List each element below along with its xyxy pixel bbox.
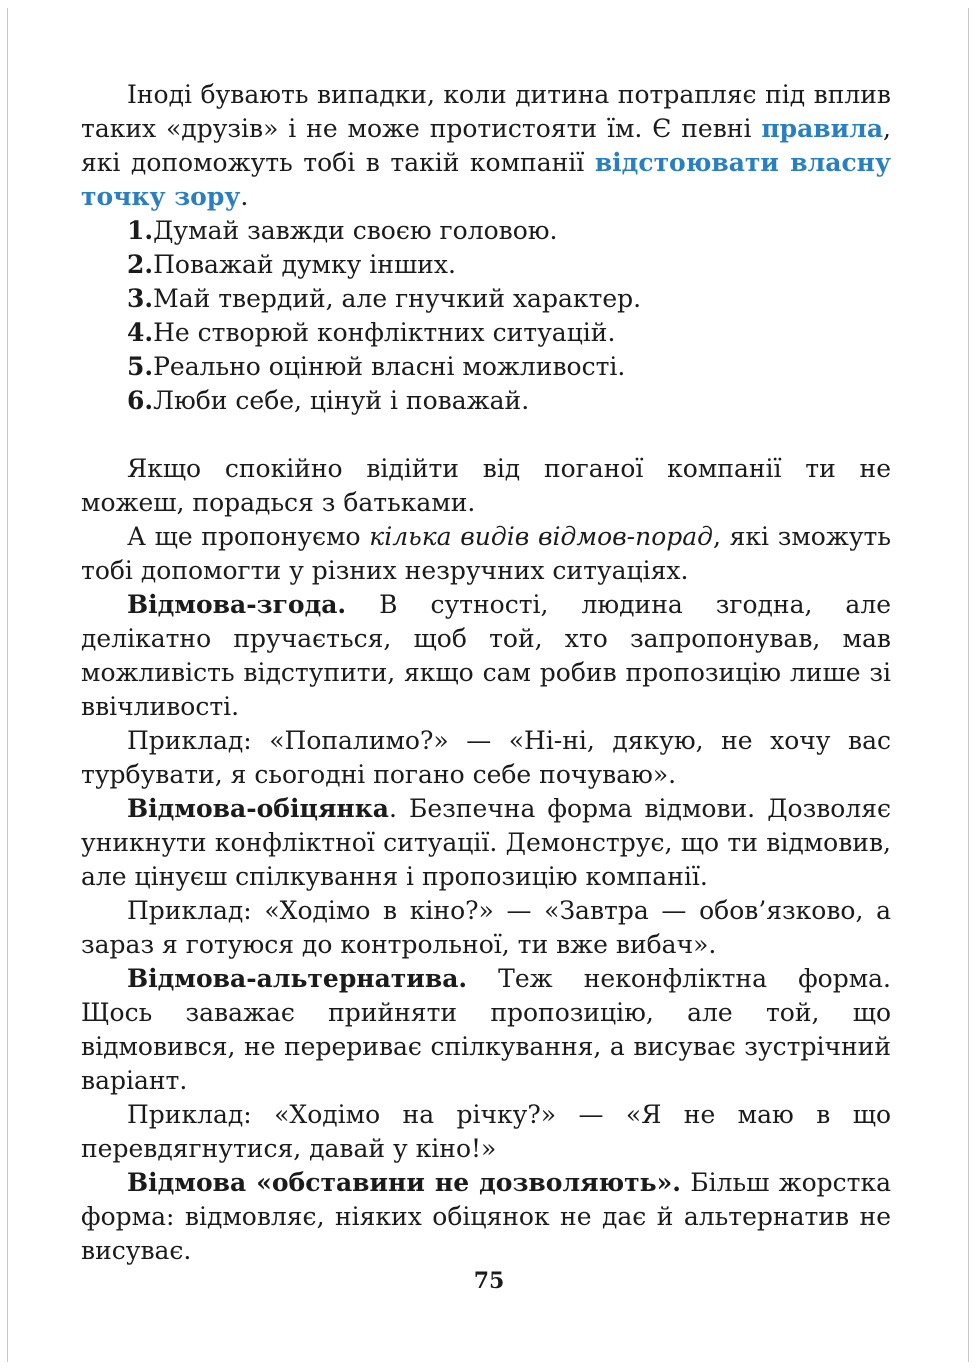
refusal-circumstances [81, 1166, 891, 1268]
term-stand-ground: відстоювати власну точку зору [81, 148, 891, 211]
offer-paragraph [81, 520, 891, 588]
page-content [81, 78, 891, 1268]
rule-item [81, 316, 891, 350]
rule-number: 4. [127, 318, 154, 347]
rule-number: 5. [127, 352, 154, 381]
term-rules: правила [761, 114, 884, 143]
refusal-title: Відмова-обіцянка [127, 794, 389, 823]
refusal-description: Теж неконфліктна форма. Щось заважає прийняти пропозицію, але той, що відмовився, не перериває спілкування, а висуває зустрічний варіант. [81, 964, 891, 1095]
rule-text: Думай завжди своєю головою. [153, 216, 558, 245]
refusal-description: В сутності, людина згодна, але делікатно пручається, щоб той, хто запропонував, мав можливість відступити, якщо сам робив пропозицію лише зі ввічливості. [81, 590, 891, 721]
rule-item [81, 350, 891, 384]
refusal-description: . Безпечна форма відмови. Дозволяє уникнути конфліктної ситуації. Демонструє, що ти відмовив, але цінуєш спілкування і пропозицію компанії. [81, 794, 891, 891]
rules-list [81, 214, 891, 418]
rule-item [81, 384, 891, 418]
refusal-example: Приклад: «Ходімо в кіно?» — «Завтра — обов’язково, а зараз я готуюся до контрольної, ти вже вибач». [81, 896, 891, 959]
rule-item [81, 214, 891, 248]
rule-text: Люби себе, цінуй і поважай. [153, 386, 530, 415]
refusal-title: Відмова «обставини не дозволяють». [127, 1168, 681, 1197]
refusal-example: Приклад: «Ходімо на річку?» — «Я не маю в що перевдягнутися, давай у кіно!» [81, 1100, 891, 1163]
rule-text: Поважай думку інших. [153, 250, 456, 279]
refusal-promise [81, 792, 891, 894]
refusal-title: Відмова-згода. [127, 590, 347, 619]
refusal-example: Приклад: «Попалимо?» — «Ні-ні, дякую, не хочу вас турбувати, я сьогодні погано себе почуваю». [81, 726, 891, 789]
refusal-description: Більш жорстка форма: відмовляє, ніяких обіцянок не дає й альтернатив не висуває. [81, 1168, 892, 1265]
refusal-alternative [81, 962, 891, 1098]
rule-text: Не створюй конфліктних ситуацій. [153, 318, 616, 347]
offer-text-1: А ще пропонуємо [127, 522, 370, 551]
rule-item [81, 282, 891, 316]
refusal-title: Відмова-альтернатива. [127, 964, 468, 993]
intro-paragraph [81, 78, 891, 214]
offer-text-2: , які зможуть тобі допомогти у різних незручних ситуаціях. [81, 522, 891, 585]
section-gap [81, 418, 891, 452]
rule-item [81, 248, 891, 282]
rule-number: 2. [127, 250, 154, 279]
page-number: 75 [473, 1268, 505, 1294]
intro-text-3: . [240, 182, 249, 211]
offer-emphasis: кілька видів відмов-порад [369, 522, 714, 551]
intro-text-2: , які допоможуть тобі в такій компанії [81, 114, 891, 177]
book-page [7, 8, 969, 1362]
rule-number: 1. [127, 216, 154, 245]
refusal-agreement [81, 588, 891, 724]
rule-text: Май твердий, але гнучкий характер. [153, 284, 642, 313]
rule-number: 3. [127, 284, 154, 313]
advice-paragraph: Якщо спокійно відійти від поганої компанії ти не можеш, порадься з батьками. [81, 454, 891, 517]
intro-text-1: Іноді бувають випадки, коли дитина потрапляє під вплив таких «друзів» і не може протистояти їм. Є певні [81, 80, 891, 143]
rule-number: 6. [127, 386, 154, 415]
rule-text: Реально оцінюй власні можливості. [153, 352, 626, 381]
